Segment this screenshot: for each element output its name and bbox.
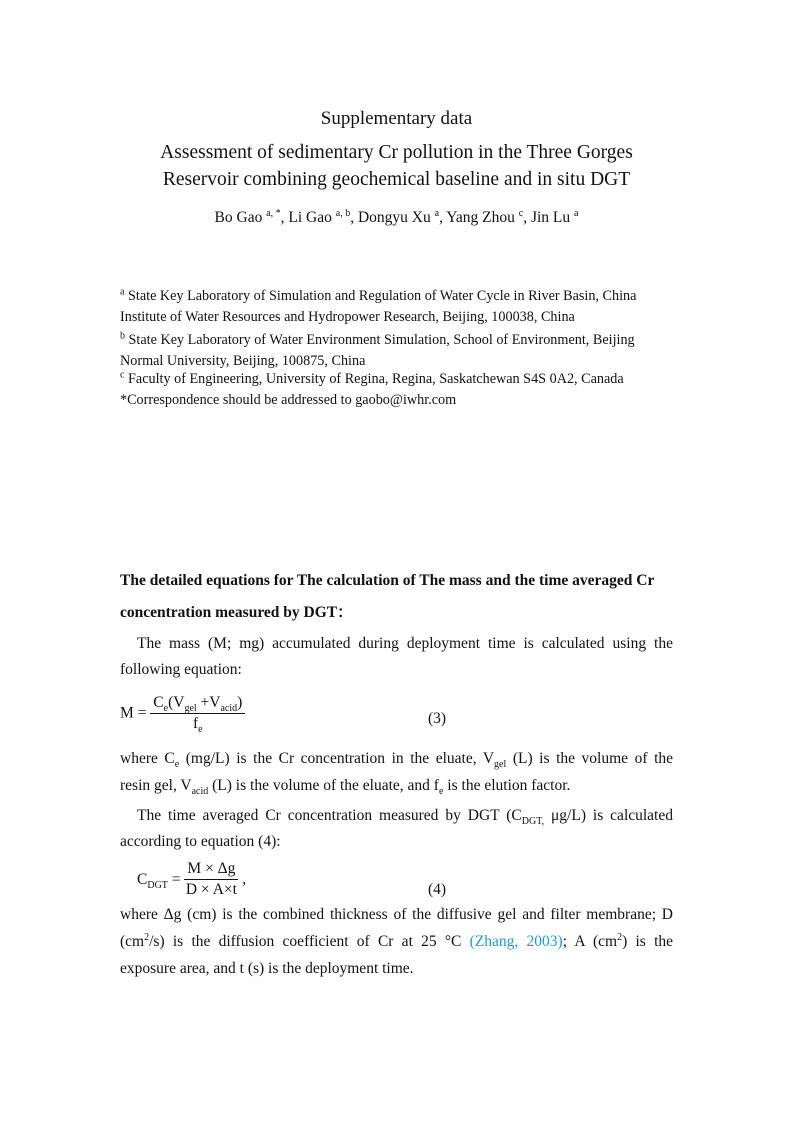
citation-link[interactable]: (Zhang, 2003) — [469, 933, 563, 950]
affiliation-a-line2: Institute of Water Resources and Hydropower Research, Beijing, 100038, China — [120, 309, 575, 325]
author-name: Yang Zhou — [446, 209, 515, 226]
equation-lhs: M = — [120, 704, 147, 722]
author-name: Li Gao — [288, 209, 332, 226]
affiliation-b-line1 — [120, 329, 635, 351]
affiliation-mark: a — [120, 286, 125, 298]
author-list: Bo Gao $^{a, *}$, Li Gao $^{a, b}$, Dongyu Xu $^a$, Yang Zhou $^c$, Jin Lu $^a$ — [214, 207, 579, 226]
paper-title-line1: Assessment of sedimentary Cr pollution in the Three Gorges — [160, 142, 633, 163]
equation-3-number: (3) — [428, 710, 447, 727]
supplementary-label: Supplementary data — [320, 108, 473, 129]
equation-3 — [120, 694, 245, 736]
affiliation-text: State Key Laboratory of Water Environment Simulation, School of Environment, Beijing — [128, 332, 635, 348]
paragraph-4-line3: exposure area, and t (s) is the deployment time. — [120, 960, 414, 977]
equation-denominator: $f_e$ — [192, 715, 203, 736]
equation-numerator: $C_e(V_{gel} +V_{acid})$ — [150, 694, 245, 714]
affiliation-text: State Key Laboratory of Simulation and Regulation of Water Cycle in River Basin, China — [128, 288, 637, 304]
equation-4-number: (4) — [428, 881, 447, 898]
equation-lhs: $C_{DGT}$ = — [137, 870, 181, 891]
equation-fraction — [150, 694, 245, 736]
paragraph-1-line2: following equation: — [120, 661, 242, 678]
paper-title-line2: Reservoir combining geochemical baseline and in situ DGT — [162, 169, 631, 190]
affiliation-a-line1 — [120, 285, 636, 307]
equation-fraction — [184, 860, 238, 899]
paragraph-3-line1: The time averaged Cr concentration measured by DGT ($C_{DGT,}$ μg/L) is calculated — [137, 807, 673, 828]
paragraph-2-line2: resin gel, $V_{acid}$ (L) is the volume of the eluate, and $f_e$ is the elution factor. — [120, 777, 571, 798]
author-name: Dongyu Xu — [357, 209, 431, 226]
paragraph-3-line2: according to equation (4): — [120, 833, 281, 850]
affiliation-mark: b — [120, 330, 125, 342]
equation-numerator: M × Δg — [184, 860, 238, 880]
author-affiliation-mark: a — [434, 207, 440, 219]
affiliation-text: Faculty of Engineering, University of Regina, Regina, Saskatchewan S4S 0A2, Canada — [128, 371, 624, 387]
author-affiliation-mark: c — [518, 207, 524, 219]
equation-denominator: D × A×t — [185, 881, 237, 898]
author-name: Jin Lu — [530, 209, 571, 226]
correspondence-note: *Correspondence should be addressed to gaobo@iwhr.com — [120, 392, 457, 408]
affiliation-mark: c — [120, 369, 125, 381]
affiliation-c-line1 — [120, 368, 624, 390]
section-heading-line1: The detailed equations for The calculation of The mass and the time averaged Cr — [120, 572, 655, 589]
author-affiliation-mark: a, b — [335, 207, 351, 219]
author-name: Bo Gao — [214, 209, 263, 226]
equation-4 — [137, 860, 246, 899]
author-affiliation-mark: a — [574, 207, 579, 219]
affiliation-b-line2: Normal University, Beijing, 100875, China — [120, 353, 366, 369]
section-heading-line2: concentration measured by DGT： — [120, 604, 353, 621]
paragraph-4-line1: where Δg (cm) is the combined thickness of the diffusive gel and filter membrane; D — [120, 906, 673, 923]
equation-comma: , — [242, 870, 247, 888]
paragraph-2-line1: where $C_e$ (mg/L) is the Cr concentration in the eluate, $V_{gel}$ (L) is the volume of the — [120, 750, 674, 771]
author-affiliation-mark: a, * — [266, 207, 281, 219]
paragraph-1-line1: The mass (M; mg) accumulated during deployment time is calculated using the — [137, 635, 673, 652]
paragraph-4-line2: $(cm^2/s)$ is the diffusion coefficient of Cr at 25 °C (Zhang, 2003); A $(cm^2)$ is the — [120, 931, 674, 950]
